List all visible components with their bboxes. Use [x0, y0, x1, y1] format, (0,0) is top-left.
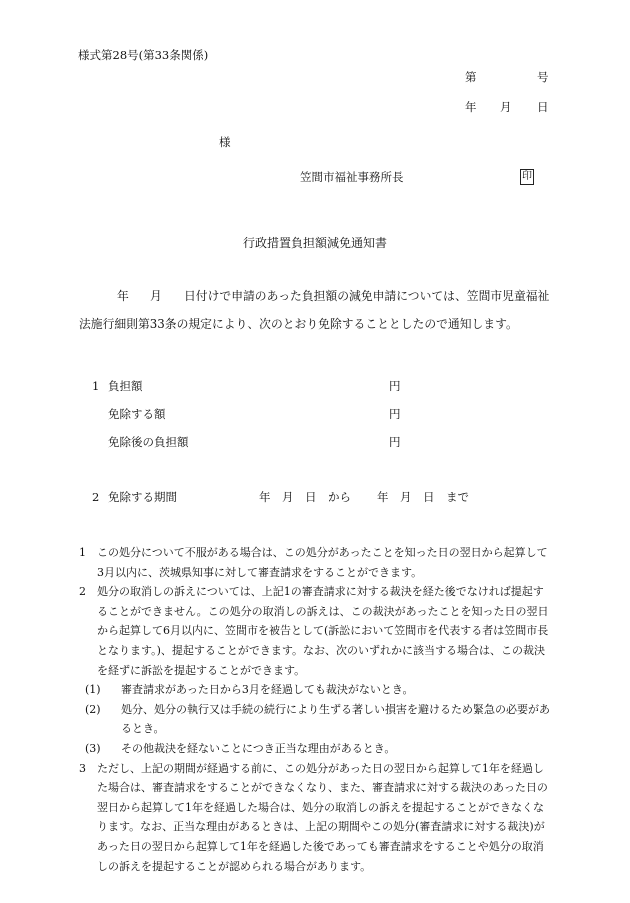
note-text: ただし、上記の期間が経過する前に、この処分があった日の翌日から起算して1年を経過した場合は、審査請求をすることができなくなり、また、審査請求に対する裁決のあった日の翌日から起算して1年を経過した場合は、処分の取消しの訴えを提起することができなくなります。なお、正当な理由があるときは、上記の期間やこの処分(審査請求に対する裁決)があった日の翌日から起算して1年を経過した後であっても審査請求をすることや処分の取消しの訴えを提起することが認められる場合があります。: [97, 761, 548, 873]
sub-note-number: (3): [85, 741, 101, 755]
issuer-name: 笠間市福祉事務所長: [300, 170, 404, 184]
date-year-label: 年: [465, 100, 477, 114]
note-number: 3: [79, 761, 86, 775]
note-2: [79, 582, 551, 680]
item-1-number: 1: [92, 379, 100, 393]
sub-note-number: (1): [85, 683, 101, 697]
note-3: [79, 759, 551, 877]
row-after-label: 免除後の負担額: [108, 435, 189, 449]
row-burden-unit: 円: [389, 379, 401, 393]
body-line-2: 法施行細則第33条の規定により、次のとおり免除することとしたので通知します。: [79, 317, 518, 331]
note-2-sub-2: [79, 700, 551, 739]
note-text: この処分について不服がある場合は、この処分があったことを知った日の翌日から起算して3月以内に、茨城県知事に対して審査請求をすることができます。: [97, 546, 548, 579]
sub-note-text: その他裁決を経ないことにつき正当な理由があるとき。: [121, 741, 396, 755]
sub-note-text: 審査請求があった日から3月を経過しても裁決がないとき。: [121, 683, 414, 697]
note-2-sub-1: [79, 680, 551, 700]
row-burden-label: 負担額: [108, 379, 143, 393]
date-month-label: 月: [500, 100, 512, 114]
document-title: 行政措置負担額減免通知書: [243, 236, 388, 250]
appeal-notes: [79, 543, 551, 876]
row-after-unit: 円: [389, 435, 401, 449]
item-2-number: 2: [92, 490, 100, 504]
body-year: 年: [117, 289, 129, 303]
sub-note-number: (2): [85, 702, 101, 716]
note-number: 2: [79, 585, 86, 599]
note-number: 1: [79, 546, 86, 559]
sub-note-text: 処分、処分の執行又は手続の続行により生ずる著しい損害を避けるため緊急の必要があるとき。: [121, 702, 550, 736]
period-label: 免除する期間: [108, 490, 177, 504]
row-exempt-unit: 円: [389, 407, 401, 421]
body-month: 月: [150, 289, 162, 303]
row-exempt-label: 免除する額: [108, 407, 166, 421]
form-number: 様式第28号(第33条関係): [78, 48, 209, 62]
issue-number-prefix: 第: [465, 70, 477, 84]
date-day-label: 日: [537, 100, 549, 114]
addressee-suffix: 様: [219, 135, 231, 149]
period-from: 年 月 日 から: [259, 490, 351, 504]
issue-number-suffix: 号: [537, 70, 549, 84]
body-line-1: 日付けで申請のあった負担額の減免申請については、笠間市児童福祉: [184, 289, 550, 303]
seal-box: 印: [520, 169, 534, 185]
note-1: [79, 543, 551, 582]
note-2-sub-3: [79, 739, 551, 759]
note-text: 処分の取消しの訴えについては、上記1の審査請求に対する裁決を経た後でなければ提起することができません。この処分の取消しの訴えは、この裁決があったことを知った日の翌日から起算して6月以内に、笠間市を被告として(訴訟において笠間市を代表する者は笠間市長となります。)、提起することができます。なお、次のいずれかに該当する場合は、この裁決を経ずに訴訟を提起することができます。: [97, 585, 549, 677]
period-to: 年 月 日 まで: [377, 490, 469, 504]
